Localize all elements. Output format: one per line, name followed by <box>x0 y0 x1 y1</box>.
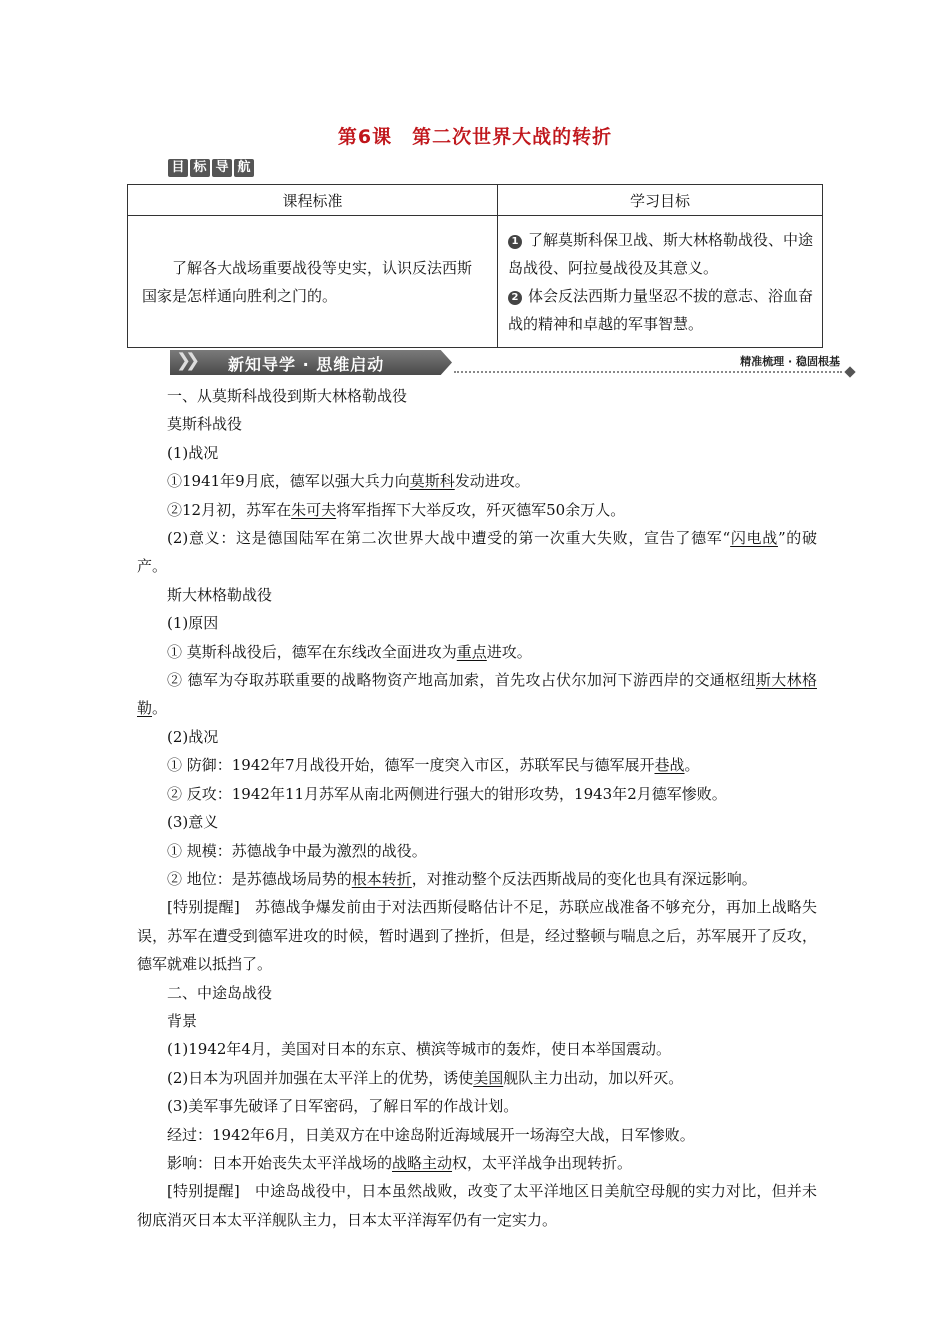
key-term: 美国 <box>473 1068 504 1087</box>
special-note: [特别提醒] 苏德战争爆发前由于对法西斯侵略估计不足，苏联应战准备不够充分，再加上战略失误，苏军在遭受到德军进攻的时候，暂时遇到了挫折，但是，经过整顿与喘息之后，苏军展开了反攻，德军就难以抵挡了。 <box>137 898 817 974</box>
paragraph: (1)战况 <box>167 443 219 462</box>
subsection-heading: 莫斯科战役 <box>167 415 243 434</box>
paragraph: ① 规模：苏德战争中最为激烈的战役。 <box>167 841 427 860</box>
paragraph: (2)战况 <box>167 727 219 746</box>
paragraph: ①1941年9月底，德军以强大兵力向莫斯科发动进攻。 <box>167 472 530 491</box>
key-term: 闪电战 <box>730 529 778 548</box>
paragraph: (1)原因 <box>167 614 219 633</box>
banner-tag: 精准梳理 · 稳固根基 <box>740 355 840 368</box>
section-heading: 一、从莫斯科战役到斯大林格勒战役 <box>167 387 408 405</box>
key-term: 莫斯科 <box>409 472 455 491</box>
paragraph: 影响：日本开始丧失太平洋战场的战略主动权，太平洋战争出现转折。 <box>167 1153 633 1172</box>
paragraph: (2)意义：这是德国陆军在第二次世界大战中遭受的第一次重大失败，宣告了德军“闪电战”的破产。 <box>137 529 817 576</box>
goal-number-icon: 1 <box>508 235 522 249</box>
badge-char: 标 <box>190 159 210 177</box>
key-term: 战略主动 <box>392 1153 453 1172</box>
banner-title: 新知导学 · 思维启动 <box>228 355 385 374</box>
section-heading: 二、中途岛战役 <box>167 983 273 1002</box>
key-term: 斯大林格勒 <box>137 671 817 718</box>
paragraph: 经过：1942年6月，日美双方在中途岛附近海域展开一场海空大战，日军惨败。 <box>167 1125 695 1144</box>
key-term: 巷战 <box>654 756 685 775</box>
section-banner <box>170 348 860 378</box>
goal-text: 了解莫斯科保卫战、斯大林格勒战役、中途岛战役、阿拉曼战役及其意义。 <box>508 230 814 277</box>
goals-cell <box>498 216 823 348</box>
paragraph: ② 反攻：1942年11月苏军从南北两侧进行强大的钳形攻势，1943年2月德军惨败。 <box>167 784 727 803</box>
diamond-icon <box>844 366 855 377</box>
paragraph: ① 莫斯科战役后，德军在东线改全面进攻为重点进攻。 <box>167 642 532 661</box>
goal-text: 体会反法西斯力量坚忍不拔的意志、浴血奋战的精神和卓越的军事智慧。 <box>508 286 814 333</box>
paragraph: ① 防御：1942年7月战役开始，德军一度突入市区，苏联军民与德军展开巷战。 <box>167 756 700 775</box>
paragraph: (1)1942年4月，美国对日本的东京、横滨等城市的轰炸，使日本举国震动。 <box>167 1040 671 1059</box>
col-header-goals: 学习目标 <box>498 185 823 216</box>
paragraph: (2)日本为巩固并加强在太平洋上的优势，诱使美国舰队主力出动，加以歼灭。 <box>167 1068 684 1087</box>
badge-char: 导 <box>212 159 232 177</box>
subsection-heading: 背景 <box>167 1011 198 1030</box>
standard-cell: 了解各大战场重要战役等史实，认识反法西斯国家是怎样通向胜利之门的。 <box>128 216 498 348</box>
main-content <box>137 382 817 1234</box>
page-title <box>0 122 950 149</box>
paragraph: ② 地位：是苏德战场局势的根本转折，对推动整个反法西斯战局的变化也具有深远影响。 <box>167 869 757 888</box>
goal-number-icon: 2 <box>508 291 522 305</box>
badge-char: 航 <box>234 159 254 177</box>
standards-table <box>127 184 823 348</box>
chevron-right-icon: ❯❯ <box>176 350 195 371</box>
paragraph: ② 德军为夺取苏联重要的战略物资产地高加索，首先攻占伏尔加河下游西岸的交通枢纽斯大林格勒。 <box>137 671 817 718</box>
paragraph: (3)意义 <box>167 813 219 832</box>
goal-item <box>508 282 814 338</box>
key-term: 重点 <box>456 642 487 661</box>
goal-item <box>508 226 814 282</box>
key-term: 朱可夫 <box>291 500 337 519</box>
key-term: 根本转折 <box>351 869 412 888</box>
col-header-standard: 课程标准 <box>128 185 498 216</box>
lesson-title: 第二次世界大战的转折 <box>412 126 613 148</box>
special-note: [特别提醒] 中途岛战役中，日本虽然战败，改变了太平洋地区日美航空母舰的实力对比，但并未彻底消灭日本太平洋舰队主力，日本太平洋海军仍有一定实力。 <box>137 1182 817 1229</box>
paragraph: ②12月初，苏军在朱可夫将军指挥下大举反攻，歼灭德军50余万人。 <box>167 500 626 519</box>
subsection-heading: 斯大林格勒战役 <box>167 585 273 604</box>
lesson-number: 第6课 <box>337 126 393 148</box>
paragraph: (3)美军事先破译了日军密码，了解日军的作战计划。 <box>167 1097 519 1116</box>
badge-char: 目 <box>168 159 188 177</box>
dotted-divider <box>454 371 842 373</box>
section-badge <box>168 159 254 177</box>
